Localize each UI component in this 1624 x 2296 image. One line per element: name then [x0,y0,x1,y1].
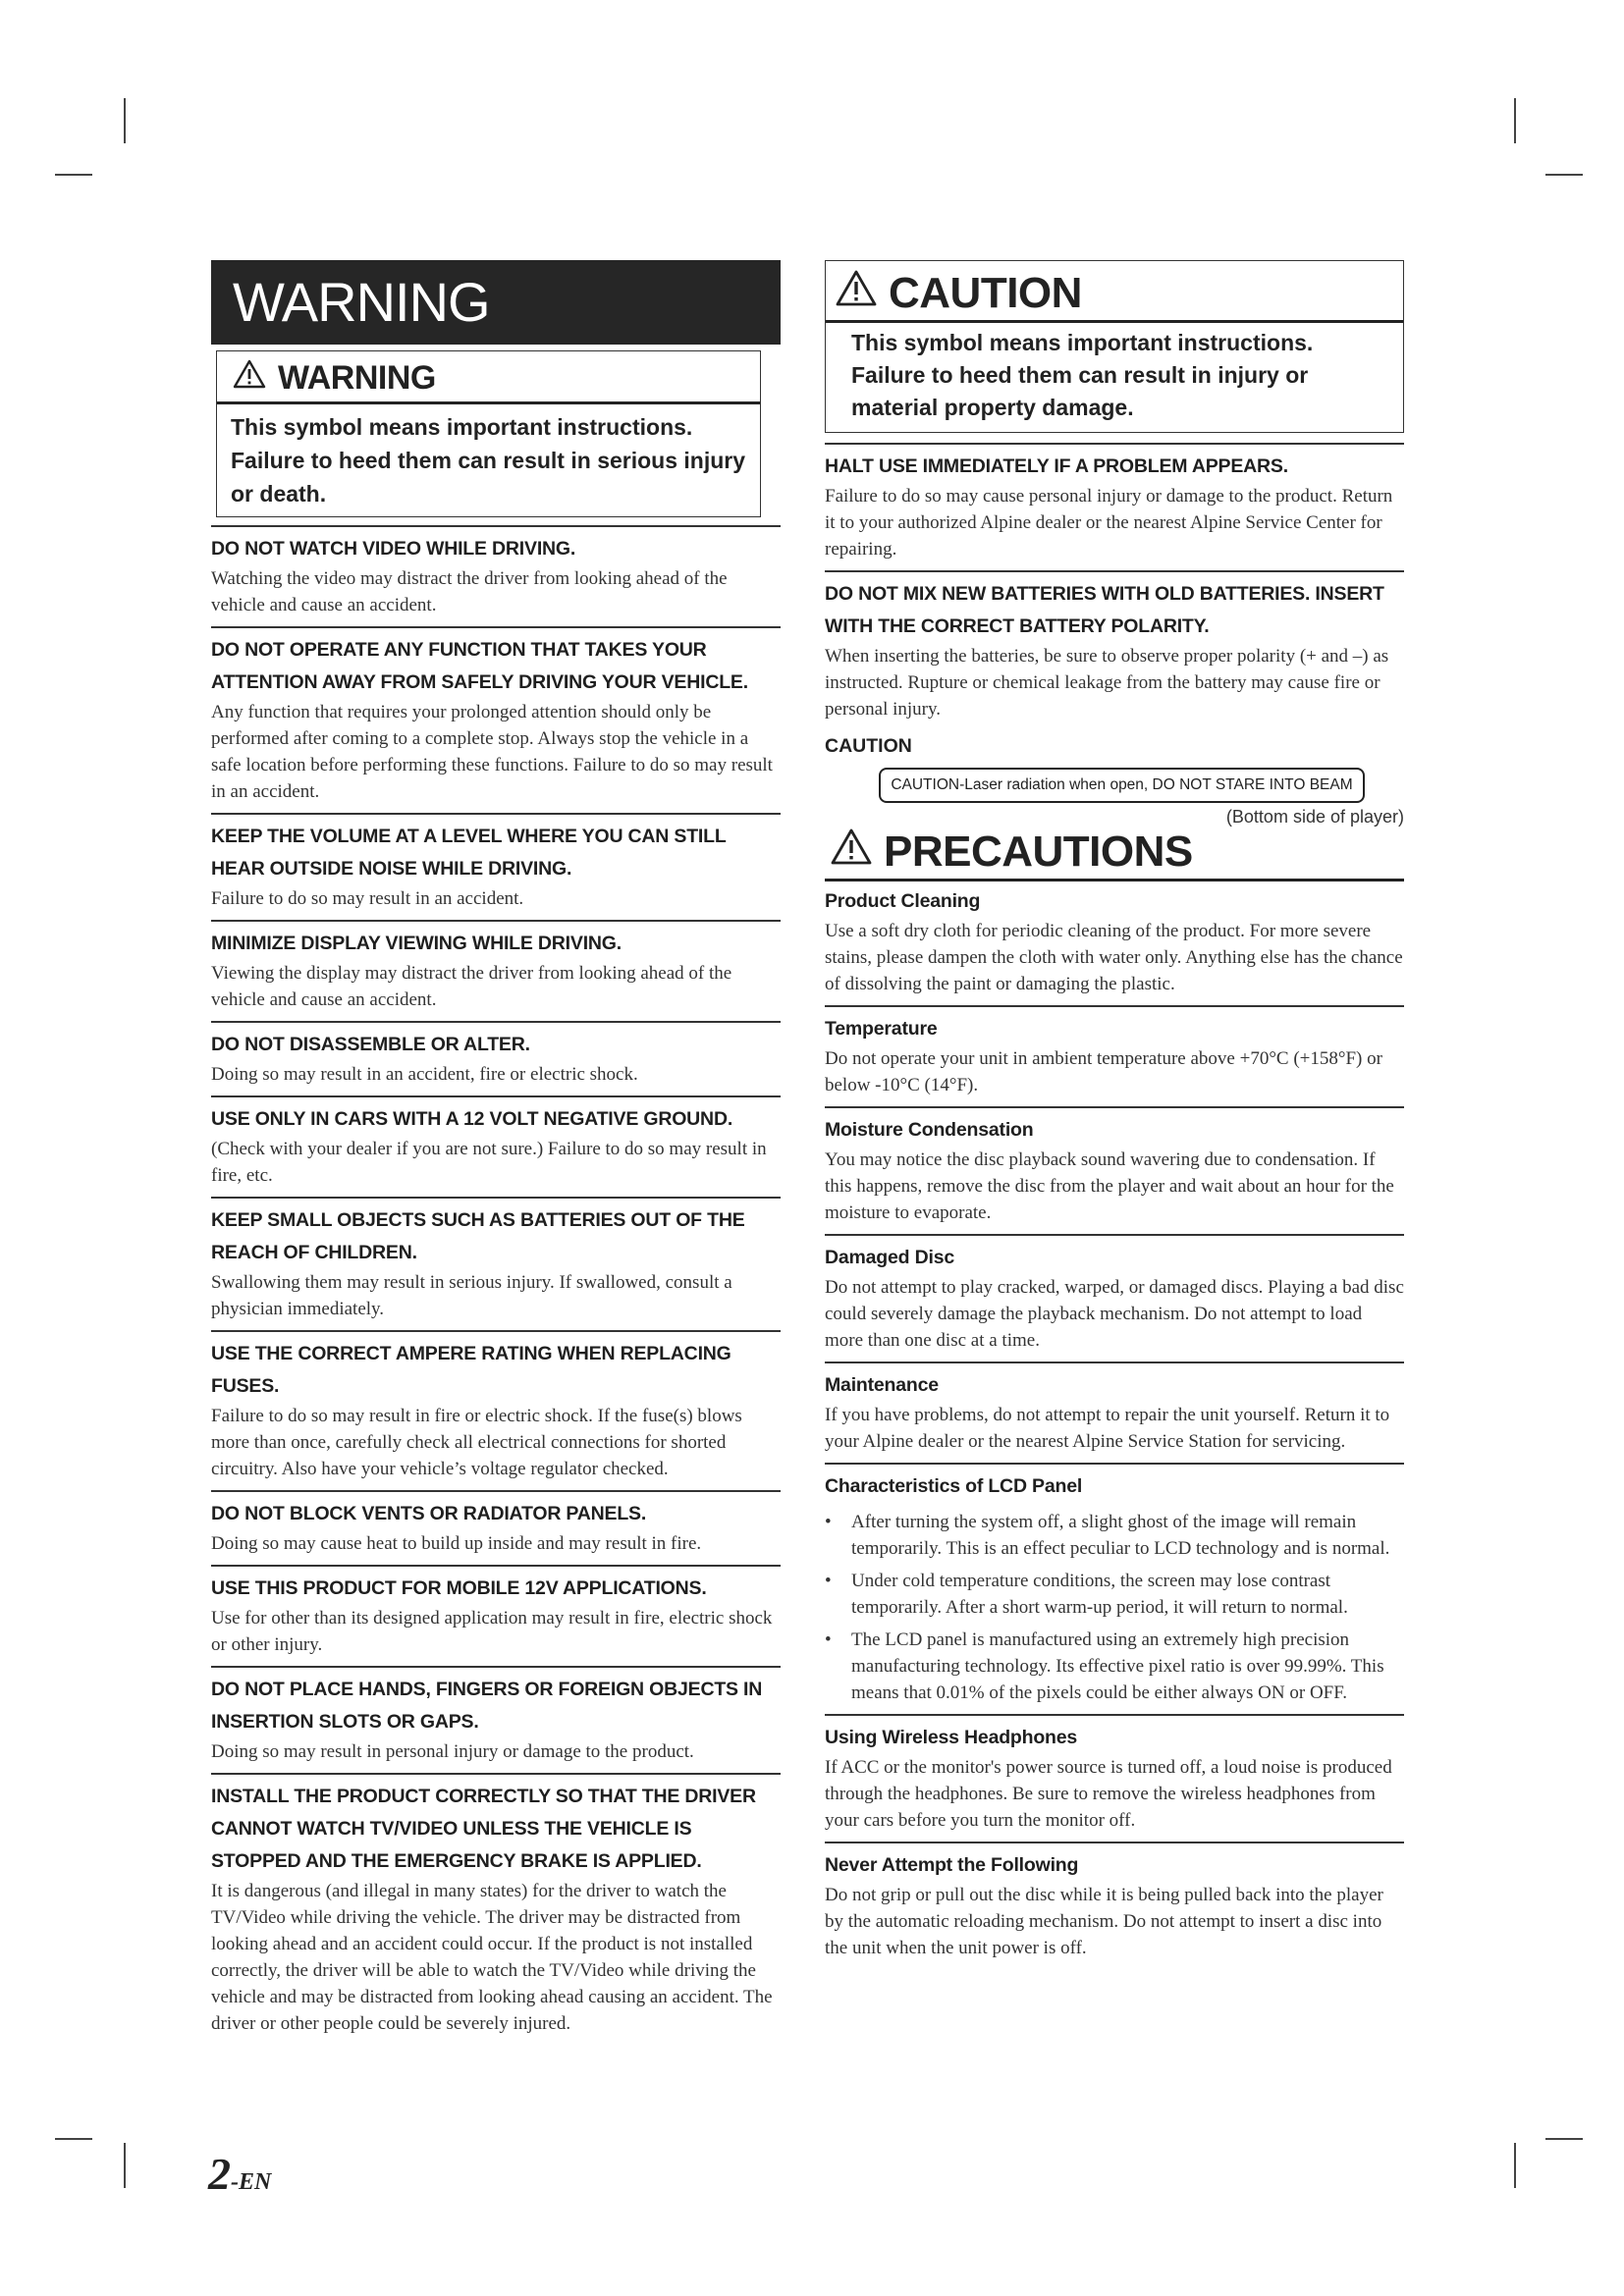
warning-item [211,1666,781,1765]
precautions-title: PRECAUTIONS [884,828,1193,876]
warning-heading: USE ONLY IN CARS WITH A 12 VOLT NEGATIVE GROUND. [211,1108,733,1130]
page-number-suffix: -EN [231,2169,272,2195]
caution-triangle-icon [836,269,877,318]
warning-text: Doing so may result in personal injury or damage to the product. [211,1741,694,1762]
precaution-item [825,1842,1404,1961]
precaution-heading: Never Attempt the Following [825,1854,1079,1876]
left-column [211,260,781,2037]
caution-text: When inserting the batteries, be sure to observe proper polarity (+ and –) as instructed. Rupture or chemical leakage from the battery may cause fire or personal injury. [825,646,1389,720]
precaution-text: Use a soft dry cloth for periodic cleaning of the product. For more severe stains, please dampen the cloth with water only. Anything else has the chance of dissolving the paint or damaging the plastic. [825,921,1403,994]
precaution-heading: Moisture Condensation [825,1119,1034,1141]
warning-banner: WARNING [211,260,781,345]
caution-box-text: This symbol means important instructions. Failure to heed them can result in injury or material property damage. [851,330,1314,420]
crop-mark [55,2138,92,2140]
caution-heading: HALT USE IMMEDIATELY IF A PROBLEM APPEARS. [825,455,1288,477]
precaution-heading: Temperature [825,1018,938,1040]
precaution-heading: Product Cleaning [825,890,981,912]
lcd-bullet: • Under cold temperature conditions, the screen may lose contrast temporarily. After a short warm-up period, it will return to normal. [825,1568,1404,1621]
warning-text: (Check with your dealer if you are not sure.) Failure to do so may result in fire, etc. [211,1139,767,1186]
precaution-item [825,883,1404,997]
warning-item [211,626,781,805]
warning-heading: DO NOT WATCH VIDEO WHILE DRIVING. [211,538,576,560]
precaution-heading: Maintenance [825,1374,939,1396]
caution-box [825,260,1404,433]
warning-heading: USE THE CORRECT AMPERE RATING WHEN REPLACING FUSES. [211,1343,731,1397]
warning-text: Use for other than its designed application may result in fire, electric shock or other injury. [211,1608,773,1655]
lcd-bullet-list [825,1509,1404,1706]
warning-heading: DO NOT PLACE HANDS, FINGERS OR FOREIGN OBJECTS IN INSERTION SLOTS OR GAPS. [211,1679,763,1733]
precaution-item [825,1362,1404,1455]
laser-location-note: (Bottom side of player) [1225,807,1404,827]
warning-box-title: WARNING [278,359,436,397]
warning-text: It is dangerous (and illegal in many states) for the driver to watch the TV/Video while driving the vehicle. The driver may be distracted from looking ahead and an accident could occur. If the product is not installed correctly, the driver will be able to watch the TV/Video while driving the vehicle and may be distracted from looking ahead causing an accident. The driver or other people could be severely injured. [211,1881,773,2034]
laser-caution-label: CAUTION-Laser radiation when open, DO NOT STARE INTO BEAM [879,768,1365,803]
warning-item [211,1197,781,1322]
precaution-text: If you have problems, do not attempt to repair the unit yourself. Return it to your Alpine dealer or the nearest Alpine Service Station for servicing. [825,1405,1390,1452]
warning-text: Failure to do so may result in an accident. [211,888,524,909]
crop-mark [55,174,92,176]
warning-heading: MINIMIZE DISPLAY VIEWING WHILE DRIVING. [211,933,622,954]
lcd-bullet: • After turning the system off, a slight ghost of the image will remain temporarily. This is an effect peculiar to LCD technology and is normal. [825,1509,1404,1562]
crop-mark [1514,98,1516,143]
warning-item [211,1773,781,2037]
warning-heading: KEEP THE VOLUME AT A LEVEL WHERE YOU CAN STILL HEAR OUTSIDE NOISE WHILE DRIVING. [211,826,727,880]
right-column [825,260,1404,1961]
warning-item [211,525,781,618]
warning-box-header [217,359,760,404]
lcd-heading: Characteristics of LCD Panel [825,1475,1083,1497]
caution-item [825,443,1404,562]
precaution-heading: Using Wireless Headphones [825,1727,1078,1748]
lcd-section [825,1463,1404,1706]
precaution-item [825,1714,1404,1834]
precaution-text: Do not grip or pull out the disc while it is being pulled back into the player by the automatic reloading mechanism. Do not attempt to insert a disc into the unit when the unit power is off. [825,1885,1383,1958]
precaution-heading: Damaged Disc [825,1247,954,1268]
precaution-item [825,1005,1404,1098]
precautions-triangle-icon [831,828,872,877]
warning-triangle-icon [233,359,266,398]
warning-text: Viewing the display may distract the driver from looking ahead of the vehicle and cause an accident. [211,963,732,1010]
crop-mark [1545,174,1583,176]
laser-caution-heading: CAUTION [825,735,912,757]
caution-box-title: CAUTION [889,269,1082,317]
crop-mark [1545,2138,1583,2140]
warning-list [211,525,781,2037]
page-number-digit: 2 [208,2149,231,2199]
warning-item [211,813,781,912]
precaution-text: Do not operate your unit in ambient temperature above +70°C (+158°F) or below -10°C (14°F). [825,1048,1382,1095]
warning-item [211,1095,781,1189]
precaution-text: You may notice the disc playback sound wavering due to condensation. If this happens, remove the disc from the player and wait about an hour for the moisture to evaporate. [825,1149,1394,1223]
warning-box-text: This symbol means important instructions. Failure to heed them can result in serious injury or death. [231,414,746,507]
page-number [208,2148,271,2200]
crop-mark [1514,2143,1516,2188]
warning-text: Doing so may cause heat to build up inside and may result in fire. [211,1533,702,1554]
precaution-item [825,1234,1404,1354]
caution-item [825,570,1404,722]
precautions-header [825,828,1404,881]
warning-heading: USE THIS PRODUCT FOR MOBILE 12V APPLICATIONS. [211,1577,707,1599]
warning-heading: DO NOT DISASSEMBLE OR ALTER. [211,1034,530,1055]
precautions-list [825,883,1404,1961]
warning-item [211,1021,781,1088]
warning-item [211,1490,781,1557]
caution-text: Failure to do so may cause personal injury or damage to the product. Return it to your authorized Alpine dealer or the nearest Alpine Service Center for repairing. [825,486,1393,560]
warning-item [211,920,781,1013]
caution-heading: DO NOT MIX NEW BATTERIES WITH OLD BATTERIES. INSERT WITH THE CORRECT BATTERY POLARITY. [825,583,1384,637]
warning-text: Any function that requires your prolonged attention should only be performed after coming to a complete stop. Always stop the vehicle in a safe location before performing these functions. Failure to do so may result in an accident. [211,702,773,802]
lcd-bullet: • The LCD panel is manufactured using an extremely high precision manufacturing technology. Its effective pixel ratio is over 99.99%. This means that 0.01% of the pixels could be either always ON or OFF. [825,1627,1404,1706]
warning-item [211,1330,781,1482]
warning-text: Watching the video may distract the driver from looking ahead of the vehicle and cause an accident. [211,568,728,615]
warning-text: Swallowing them may result in serious injury. If swallowed, consult a physician immediately. [211,1272,732,1319]
caution-list [825,443,1404,722]
warning-heading: INSTALL THE PRODUCT CORRECTLY SO THAT THE DRIVER CANNOT WATCH TV/VIDEO UNLESS THE VEHICLE IS STOPPED AND THE EMERGENCY BRAKE IS APPLIED. [211,1786,756,1872]
warning-text: Failure to do so may result in fire or electric shock. If the fuse(s) blows more than once, carefully check all electrical connections for shorted circuitry. Also have your vehicle’s voltage regulator checked. [211,1406,742,1479]
precaution-text: Do not attempt to play cracked, warped, or damaged discs. Playing a bad disc could severely damage the playback mechanism. Do not attempt to load more than one disc at a time. [825,1277,1404,1351]
precaution-text: If ACC or the monitor's power source is turned off, a loud noise is produced through the headphones. Be sure to remove the wireless headphones from your cars before you turn the monitor off. [825,1757,1392,1831]
warning-box [216,350,761,517]
caution-box-header [826,269,1403,323]
warning-item [211,1565,781,1658]
precaution-item [825,1106,1404,1226]
crop-mark [124,2143,126,2188]
warning-heading: KEEP SMALL OBJECTS SUCH AS BATTERIES OUT OF THE REACH OF CHILDREN. [211,1209,745,1263]
warning-text: Doing so may result in an accident, fire or electric shock. [211,1064,638,1085]
crop-mark [124,98,126,143]
warning-heading: DO NOT OPERATE ANY FUNCTION THAT TAKES YOUR ATTENTION AWAY FROM SAFELY DRIVING YOUR VEHICLE. [211,639,748,693]
warning-heading: DO NOT BLOCK VENTS OR RADIATOR PANELS. [211,1503,647,1524]
